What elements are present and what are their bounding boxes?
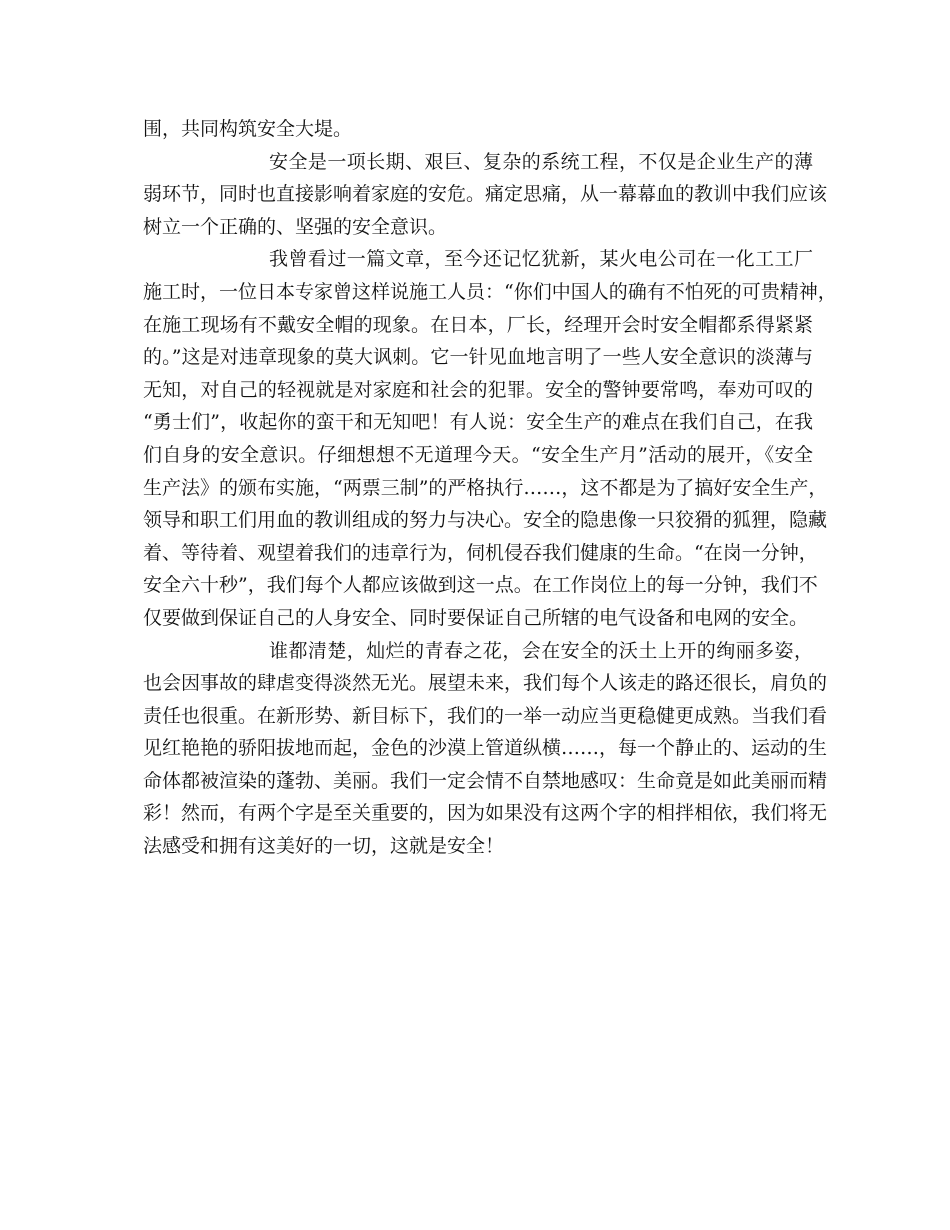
document-body	[143, 113, 837, 863]
text-line: 着、等待着、观望着我们的违章行为，伺机侵吞我们健康的生命。“在岗一分钟，	[143, 541, 818, 564]
text-line: 安全是一项长期、艰巨、复杂的系统工程，不仅是企业生产的薄	[269, 150, 813, 173]
text-line: 谁都清楚，灿烂的青春之花，会在安全的沃土上开的绚丽多姿，	[269, 639, 813, 662]
text-line: 的。”这是对违章现象的莫大讽刺。它一针见血地言明了一些人安全意识的淡薄与	[143, 346, 813, 369]
text-line: “勇士们”，收起你的蛮干和无知吧！有人说：安全生产的难点在我们自己，在我	[143, 411, 813, 434]
text-line: 责任也很重。在新形势、新目标下，我们的一举一动应当更稳健更成熟。当我们看	[143, 704, 828, 727]
text-line: 见红艳艳的骄阳拔地而起，金色的沙漠上管道纵横……，每一个静止的、运动的生	[143, 737, 828, 760]
text-line: 生产法》的颁布实施，“两票三制”的严格执行……，这不都是为了搞好安全生产，	[143, 476, 828, 499]
text-line: 树立一个正确的、坚强的安全意识。	[143, 215, 448, 238]
text-line: 我曾看过一篇文章，至今还记忆犹新，某火电公司在一化工工厂	[269, 248, 813, 271]
text-line: 仅要做到保证自己的人身安全、同时要保证自己所辖的电气设备和电网的安全。	[143, 606, 809, 629]
text-line: 在施工现场有不戴安全帽的现象。在日本，厂长，经理开会时安全帽都系得紧紧	[143, 313, 813, 336]
text-line: 命体都被渲染的蓬勃、美丽。我们一定会情不自禁地感叹：生命竟是如此美丽而精	[143, 769, 828, 792]
text-line: 安全六十秒”，我们每个人都应该做到这一点。在工作岗位上的每一分钟，我们不	[143, 574, 818, 597]
text-line: 法感受和拥有这美好的一切，这就是安全！	[143, 835, 505, 858]
text-line: 围，共同构筑安全大堤。	[143, 118, 353, 140]
text-line: 施工时，一位日本专家曾这样说施工人员：“你们中国人的确有不怕死的可贵精神，	[143, 280, 837, 303]
text-line: 也会因事故的肆虐变得淡然无光。展望未来，我们每个人该走的路还很长，肩负的	[143, 672, 828, 695]
text-line: 弱环节，同时也直接影响着家庭的安危。痛定思痛，从一幕幕血的教训中我们应该	[143, 183, 828, 206]
text-line: 彩！然而，有两个字是至关重要的，因为如果没有这两个字的相拌相依，我们将无	[143, 802, 828, 825]
text-line: 无知，对自己的轻视就是对家庭和社会的犯罪。安全的警钟要常鸣，奉劝可叹的	[143, 378, 813, 401]
text-line: 领导和职工们用血的教训组成的努力与决心。安全的隐患像一只狡猾的狐狸，隐藏	[143, 509, 828, 532]
text-line: 们自身的安全意识。仔细想想不无道理今天。“安全生产月”活动的展开，《安全	[143, 443, 813, 466]
